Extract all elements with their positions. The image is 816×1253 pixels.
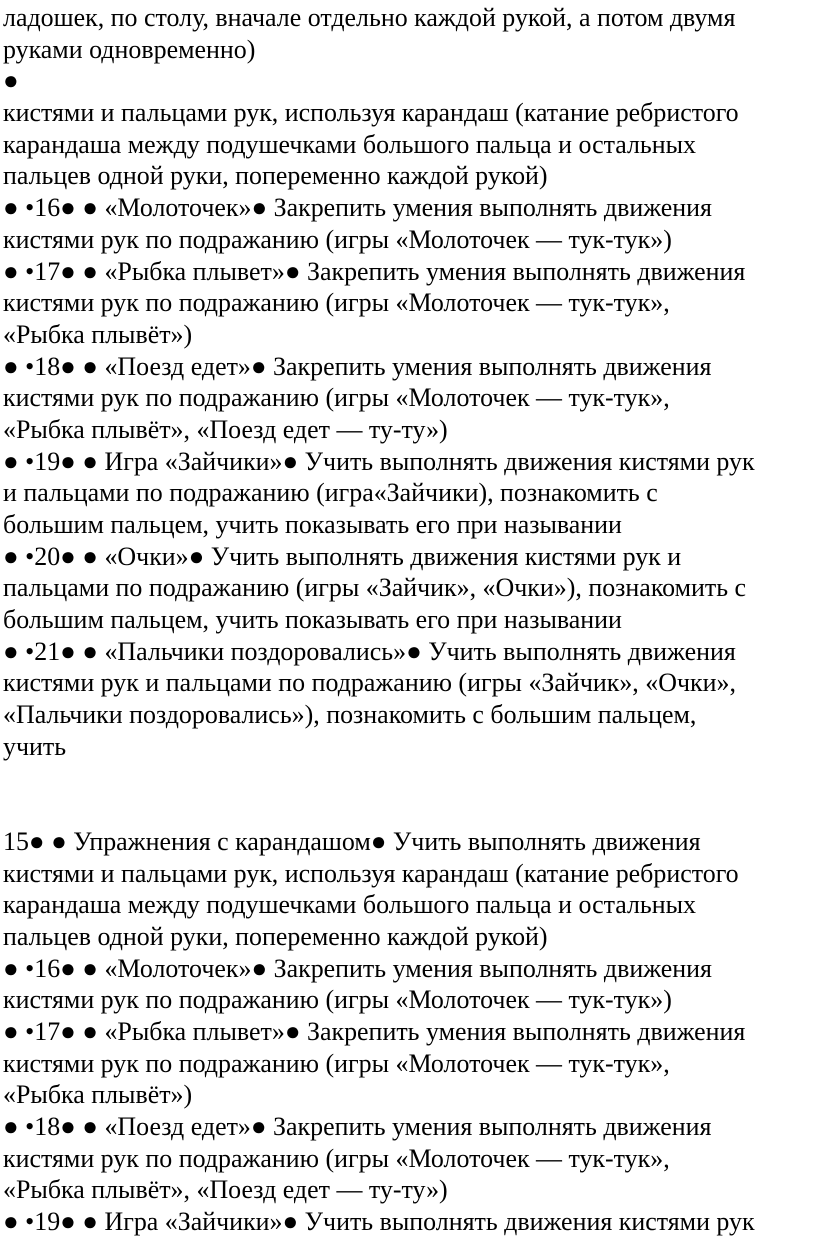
text-block-top [3, 2, 815, 763]
text-line: ● •18● ● «Поезд едет»● Закрепить умения выполнять движения [3, 351, 712, 381]
text-line: «Пальчики поздоровались»), познакомить с большим пальцем, [3, 700, 697, 730]
text-line: ● •19● ● Игра «Зайчики»● Учить выполнять движения кистями рук [3, 446, 755, 476]
text-line: «Рыбка плывёт», «Поезд едет — ту-ту») [3, 414, 448, 444]
text-line: кистями рук по подражанию (игры «Молоточек — тук-тук») [3, 985, 672, 1015]
text-line: кистями рук по подражанию (игры «Молоточек — тук-тук», [3, 1048, 670, 1078]
text-line: пальцев одной руки, попеременно каждой рукой) [3, 161, 548, 191]
text-line: «Рыбка плывёт», «Поезд едет — ту-ту») [3, 1175, 448, 1205]
text-line: пальцев одной руки, попеременно каждой рукой) [3, 921, 548, 951]
text-line: ● •20● ● «Очки»● Учить выполнять движения кистями рук и [3, 541, 682, 571]
text-line: руками одновременно) [3, 34, 256, 64]
document-text [3, 2, 815, 1238]
text-line: большим пальцем, учить показывать его при назывании [3, 510, 622, 539]
text-line: ● •17● ● «Рыбка плывет»● Закрепить умения выполнять движения [3, 1017, 746, 1047]
text-line: большим пальцем, учить показывать его при назывании [3, 605, 622, 635]
text-line: и пальцами по подражанию (игра«Зайчики), познакомить с [3, 478, 658, 508]
text-line: кистями рук по подражанию (игры «Молоточек — тук-тук», [3, 1143, 670, 1173]
text-line: кистями рук и пальцами по подражанию (игры «Зайчик», «Очки», [3, 668, 736, 698]
text-line: ● •21● ● «Пальчики поздоровались»● Учить выполнять движения [3, 636, 736, 666]
paragraph-gap [3, 763, 815, 826]
text-line: ● •18● ● «Поезд едет»● Закрепить умения выполнять движения [3, 1112, 712, 1142]
text-line: кистями рук по подражанию (игры «Молоточек — тук-тук», [3, 383, 670, 413]
text-line: «Рыбка плывёт») [3, 1080, 193, 1110]
text-line: кистями рук по подражанию (игры «Молоточек — тук-тук», [3, 288, 670, 318]
text-line: 15● ● Упражнения с карандашом● Учить выполнять движения [3, 826, 701, 856]
text-block-bottom [3, 826, 815, 1238]
text-line: «Рыбка плывёт») [3, 319, 193, 349]
text-line: карандаша между подушечками большого пальца и остальных [3, 129, 697, 159]
text-line: карандаша между подушечками большого пальца и остальных [3, 890, 697, 920]
text-line: ● [3, 66, 19, 96]
text-line: ● •19● ● Игра «Зайчики»● Учить выполнять движения кистями рук [3, 1207, 755, 1237]
text-line: кистями и пальцами рук, используя карандаш (катание ребристого [3, 858, 739, 888]
text-line: ● •17● ● «Рыбка плывет»● Закрепить умения выполнять движения [3, 256, 746, 286]
text-line: кистями рук по подражанию (игры «Молоточек — тук-тук») [3, 224, 672, 254]
text-line: кистями и пальцами рук, используя карандаш (катание ребристого [3, 98, 739, 128]
text-line: ● •16● ● «Молоточек»● Закрепить умения выполнять движения [3, 193, 712, 223]
text-line: ладошек, по столу, вначале отдельно каждой рукой, а потом двумя [3, 3, 736, 32]
text-line: пальцами по подражанию (игры «Зайчик», «Очки»), познакомить с [3, 573, 747, 603]
text-line: учить [3, 731, 67, 761]
text-line: ● •16● ● «Молоточек»● Закрепить умения выполнять движения [3, 953, 712, 983]
